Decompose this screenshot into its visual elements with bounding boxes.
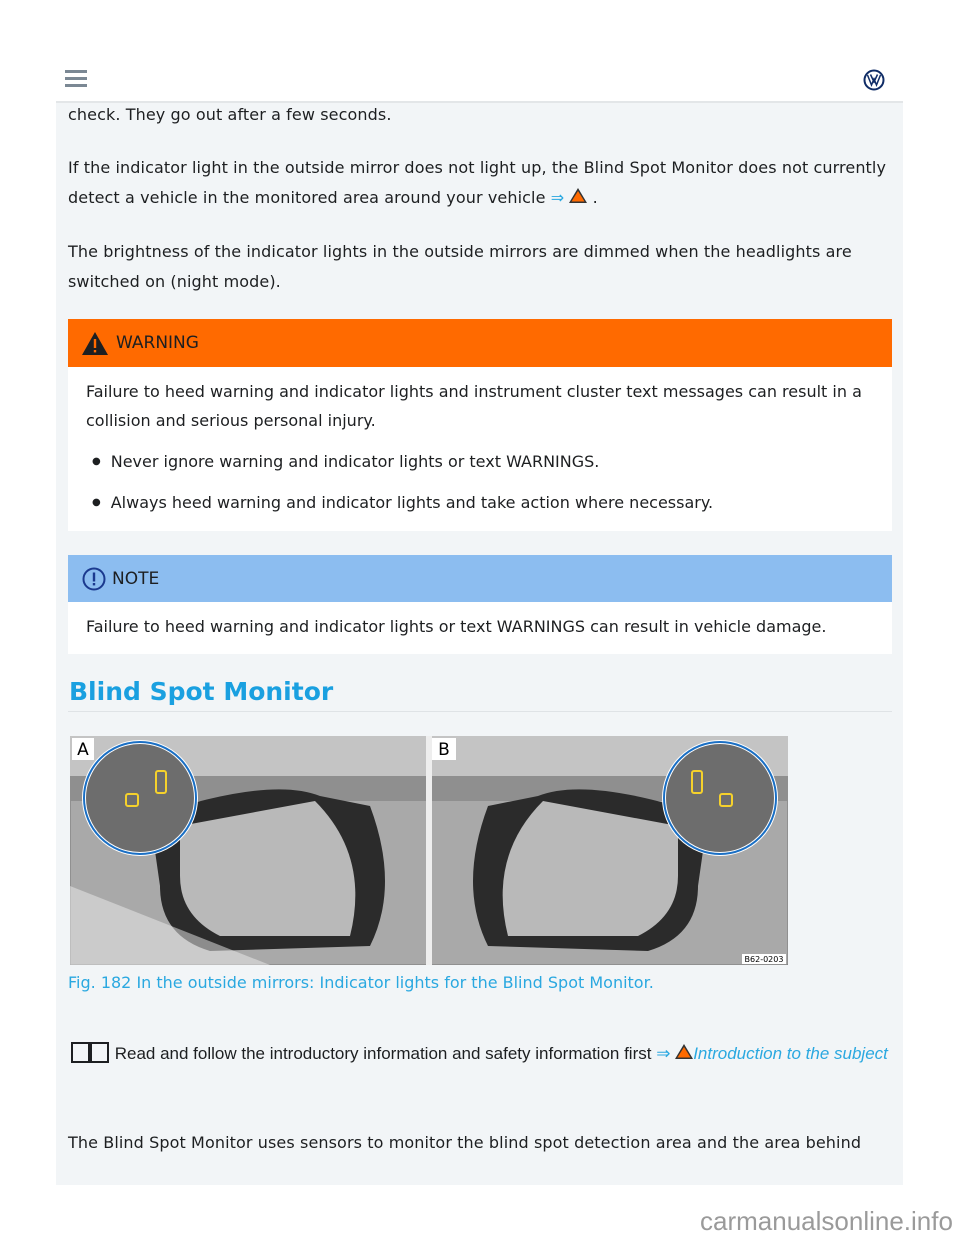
warning-triangle-icon [675,1044,693,1059]
warning-triangle-icon [82,332,108,355]
figure-label-b: B [438,740,450,760]
divider [68,711,892,712]
vw-logo[interactable] [863,69,885,91]
section-title: Blind Spot Monitor [69,677,334,706]
figure-code: B62-0203 [744,955,784,964]
paragraph: check. They go out after a few seconds. [68,105,392,124]
note-header [68,555,892,602]
intro-paragraph [70,1040,890,1068]
warning-box [68,319,892,531]
warning-text: Failure to heed warning and indicator lights and instrument cluster text messages can result in a collision and serious personal injury. [86,382,862,430]
arrow-link[interactable]: ⇒ [656,1044,671,1063]
note-text: Failure to heed warning and indicator lights or text WARNINGS can result in vehicle damage. [86,617,827,636]
warning-header [68,319,892,367]
note-title: NOTE [112,568,160,589]
blind-spot-mirror-figure [70,736,788,965]
warning-title: WARNING [116,333,199,353]
hamburger-menu-icon[interactable] [65,70,87,88]
arrow-link[interactable]: ⇒ [550,188,565,207]
introduction-link[interactable]: Introduction to the subject [693,1044,888,1063]
watermark: carmanualsonline.info [700,1206,953,1236]
info-exclamation-icon [82,567,106,591]
book-icon [70,1040,110,1064]
warning-triangle-icon [569,188,587,203]
intro-text: Read and follow the introductory information and safety information first [114,1044,652,1063]
period: . [592,188,598,207]
content-panel [56,103,903,1185]
paragraph-text: If the indicator light in the outside mirror does not light up, the Blind Spot Monitor does not currently detect a vehicle in the monitored area around your vehicle [68,158,887,207]
paragraph [68,153,893,213]
header [56,0,903,103]
list-item: ● Never ignore warning and indicator lights or text WARNINGS. [86,447,874,476]
paragraph: The brightness of the indicator lights in the outside mirrors are dimmed when the headlights are switched on (night mode). [68,242,852,291]
figure-label-a: A [77,740,89,760]
figure-caption: Fig. 182 In the outside mirrors: Indicator lights for the Blind Spot Monitor. [68,973,654,992]
paragraph: The Blind Spot Monitor uses sensors to monitor the blind spot detection area and the area behind [68,1133,862,1152]
note-box [68,555,892,654]
list-item: ● Always heed warning and indicator lights and take action where necessary. [86,488,874,517]
